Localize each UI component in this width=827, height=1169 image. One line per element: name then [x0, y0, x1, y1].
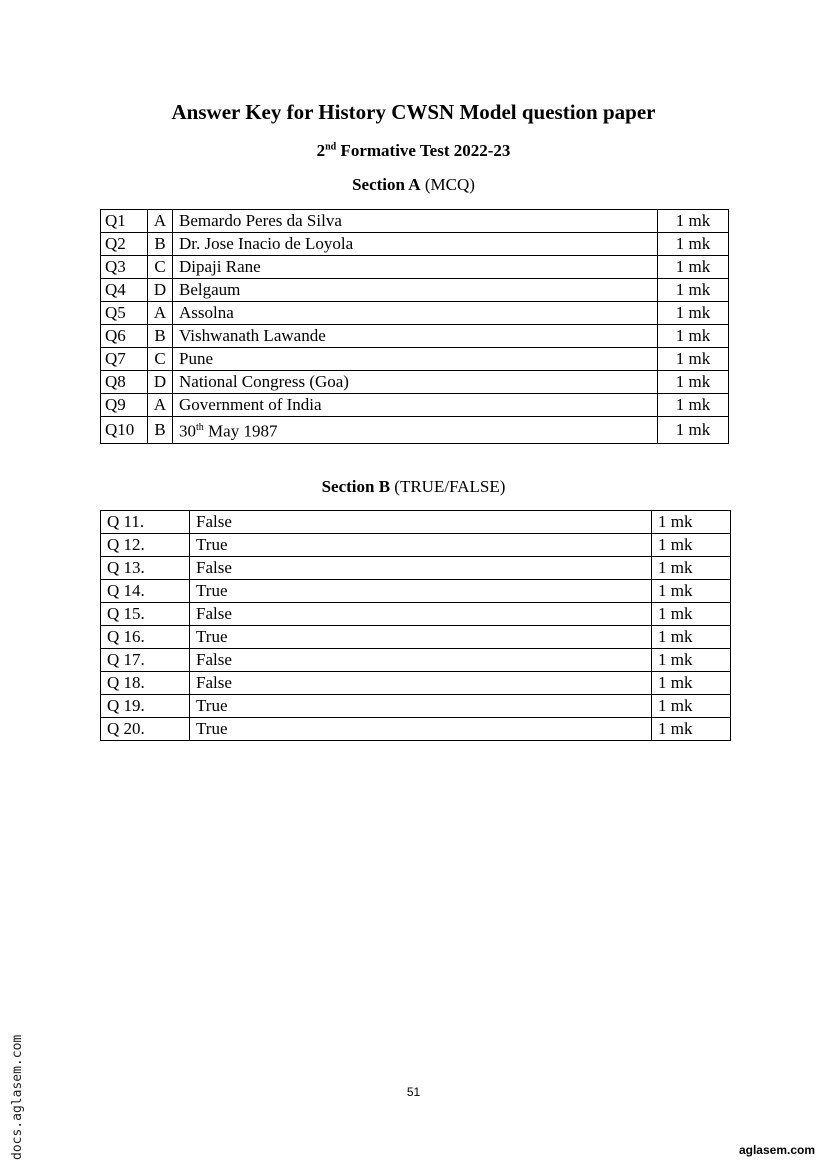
marks: 1 mk [652, 603, 731, 626]
answer-option: A [148, 302, 173, 325]
page-number: 51 [406, 1085, 421, 1099]
section-b-answer-table [100, 510, 731, 741]
answer-date-rest: May 1987 [203, 421, 278, 441]
question-number: Q 15. [101, 603, 190, 626]
table-row [101, 534, 731, 557]
answer-text: Vishwanath Lawande [173, 325, 658, 348]
answer-text [173, 417, 658, 444]
marks: 1 mk [652, 718, 731, 741]
table-row [101, 417, 729, 444]
answer-option: C [148, 348, 173, 371]
question-number: Q2 [101, 233, 148, 256]
marks: 1 mk [658, 256, 729, 279]
table-row [101, 695, 731, 718]
answer-text: National Congress (Goa) [173, 371, 658, 394]
question-number: Q7 [101, 348, 148, 371]
subtitle-ordinal-suffix: nd [325, 141, 337, 153]
question-number: Q 13. [101, 557, 190, 580]
site-watermark: aglasem.com [738, 1143, 815, 1157]
marks: 1 mk [658, 233, 729, 256]
answer-option: B [148, 325, 173, 348]
table-row [101, 672, 731, 695]
marks: 1 mk [658, 279, 729, 302]
table-row [101, 511, 731, 534]
marks: 1 mk [652, 672, 731, 695]
table-row [101, 371, 729, 394]
marks: 1 mk [658, 302, 729, 325]
answer-text: Government of India [173, 394, 658, 417]
side-watermark: docs.aglasem.com [10, 1034, 25, 1160]
answer-option: B [148, 417, 173, 444]
table-row [101, 210, 729, 233]
answer-option: D [148, 371, 173, 394]
section-b-heading [0, 477, 827, 497]
document-subtitle [0, 141, 827, 161]
answer-text: Belgaum [173, 279, 658, 302]
marks: 1 mk [658, 371, 729, 394]
answer-text: True [190, 626, 652, 649]
document-title: Answer Key for History CWSN Model question paper [171, 100, 656, 124]
marks: 1 mk [652, 511, 731, 534]
section-b-heading-bold: Section B [321, 477, 391, 496]
question-number: Q4 [101, 279, 148, 302]
marks: 1 mk [652, 695, 731, 718]
section-a-answer-table [100, 209, 729, 444]
question-number: Q 20. [101, 718, 190, 741]
marks: 1 mk [658, 394, 729, 417]
table-row [101, 649, 731, 672]
answer-option: D [148, 279, 173, 302]
table-row [101, 256, 729, 279]
answer-text: Dipaji Rane [173, 256, 658, 279]
answer-text: False [190, 557, 652, 580]
answer-text: Dr. Jose Inacio de Loyola [173, 233, 658, 256]
answer-text: False [190, 649, 652, 672]
answer-date-day: 30 [179, 421, 196, 441]
answer-text: False [190, 603, 652, 626]
answer-text: Pune [173, 348, 658, 371]
answer-text: True [190, 695, 652, 718]
marks: 1 mk [652, 534, 731, 557]
question-number: Q 16. [101, 626, 190, 649]
table-row [101, 626, 731, 649]
answer-text: True [190, 718, 652, 741]
table-row [101, 603, 731, 626]
marks: 1 mk [652, 557, 731, 580]
table-row [101, 302, 729, 325]
answer-text: False [190, 511, 652, 534]
marks: 1 mk [658, 210, 729, 233]
marks: 1 mk [652, 580, 731, 603]
question-number: Q6 [101, 325, 148, 348]
answer-option: A [148, 394, 173, 417]
answer-text: True [190, 534, 652, 557]
answer-text: Bemardo Peres da Silva [173, 210, 658, 233]
question-number: Q 12. [101, 534, 190, 557]
question-number: Q10 [101, 417, 148, 444]
question-number: Q5 [101, 302, 148, 325]
marks: 1 mk [652, 649, 731, 672]
question-number: Q 11. [101, 511, 190, 534]
table-row [101, 279, 729, 302]
section-a-heading [0, 175, 827, 195]
question-number: Q9 [101, 394, 148, 417]
question-number: Q8 [101, 371, 148, 394]
marks: 1 mk [658, 325, 729, 348]
question-number: Q 14. [101, 580, 190, 603]
question-number: Q 17. [101, 649, 190, 672]
marks: 1 mk [658, 348, 729, 371]
table-row [101, 394, 729, 417]
answer-text: Assolna [173, 302, 658, 325]
section-b-heading-type: (TRUE/FALSE) [390, 477, 506, 496]
question-number: Q 18. [101, 672, 190, 695]
marks: 1 mk [652, 626, 731, 649]
question-number: Q 19. [101, 695, 190, 718]
table-row [101, 325, 729, 348]
section-a-heading-type: (MCQ) [420, 175, 475, 194]
section-a-heading-bold: Section A [352, 175, 421, 194]
answer-date-suffix: th [196, 422, 204, 433]
answer-option: B [148, 233, 173, 256]
answer-option: C [148, 256, 173, 279]
table-row [101, 233, 729, 256]
marks: 1 mk [658, 417, 729, 444]
subtitle-ordinal: 2 [316, 141, 326, 160]
answer-text: True [190, 580, 652, 603]
table-row [101, 348, 729, 371]
question-number: Q3 [101, 256, 148, 279]
subtitle-text: Formative Test 2022-23 [336, 141, 511, 160]
table-row [101, 718, 731, 741]
answer-text: False [190, 672, 652, 695]
table-row [101, 557, 731, 580]
table-row [101, 580, 731, 603]
question-number: Q1 [101, 210, 148, 233]
answer-option: A [148, 210, 173, 233]
